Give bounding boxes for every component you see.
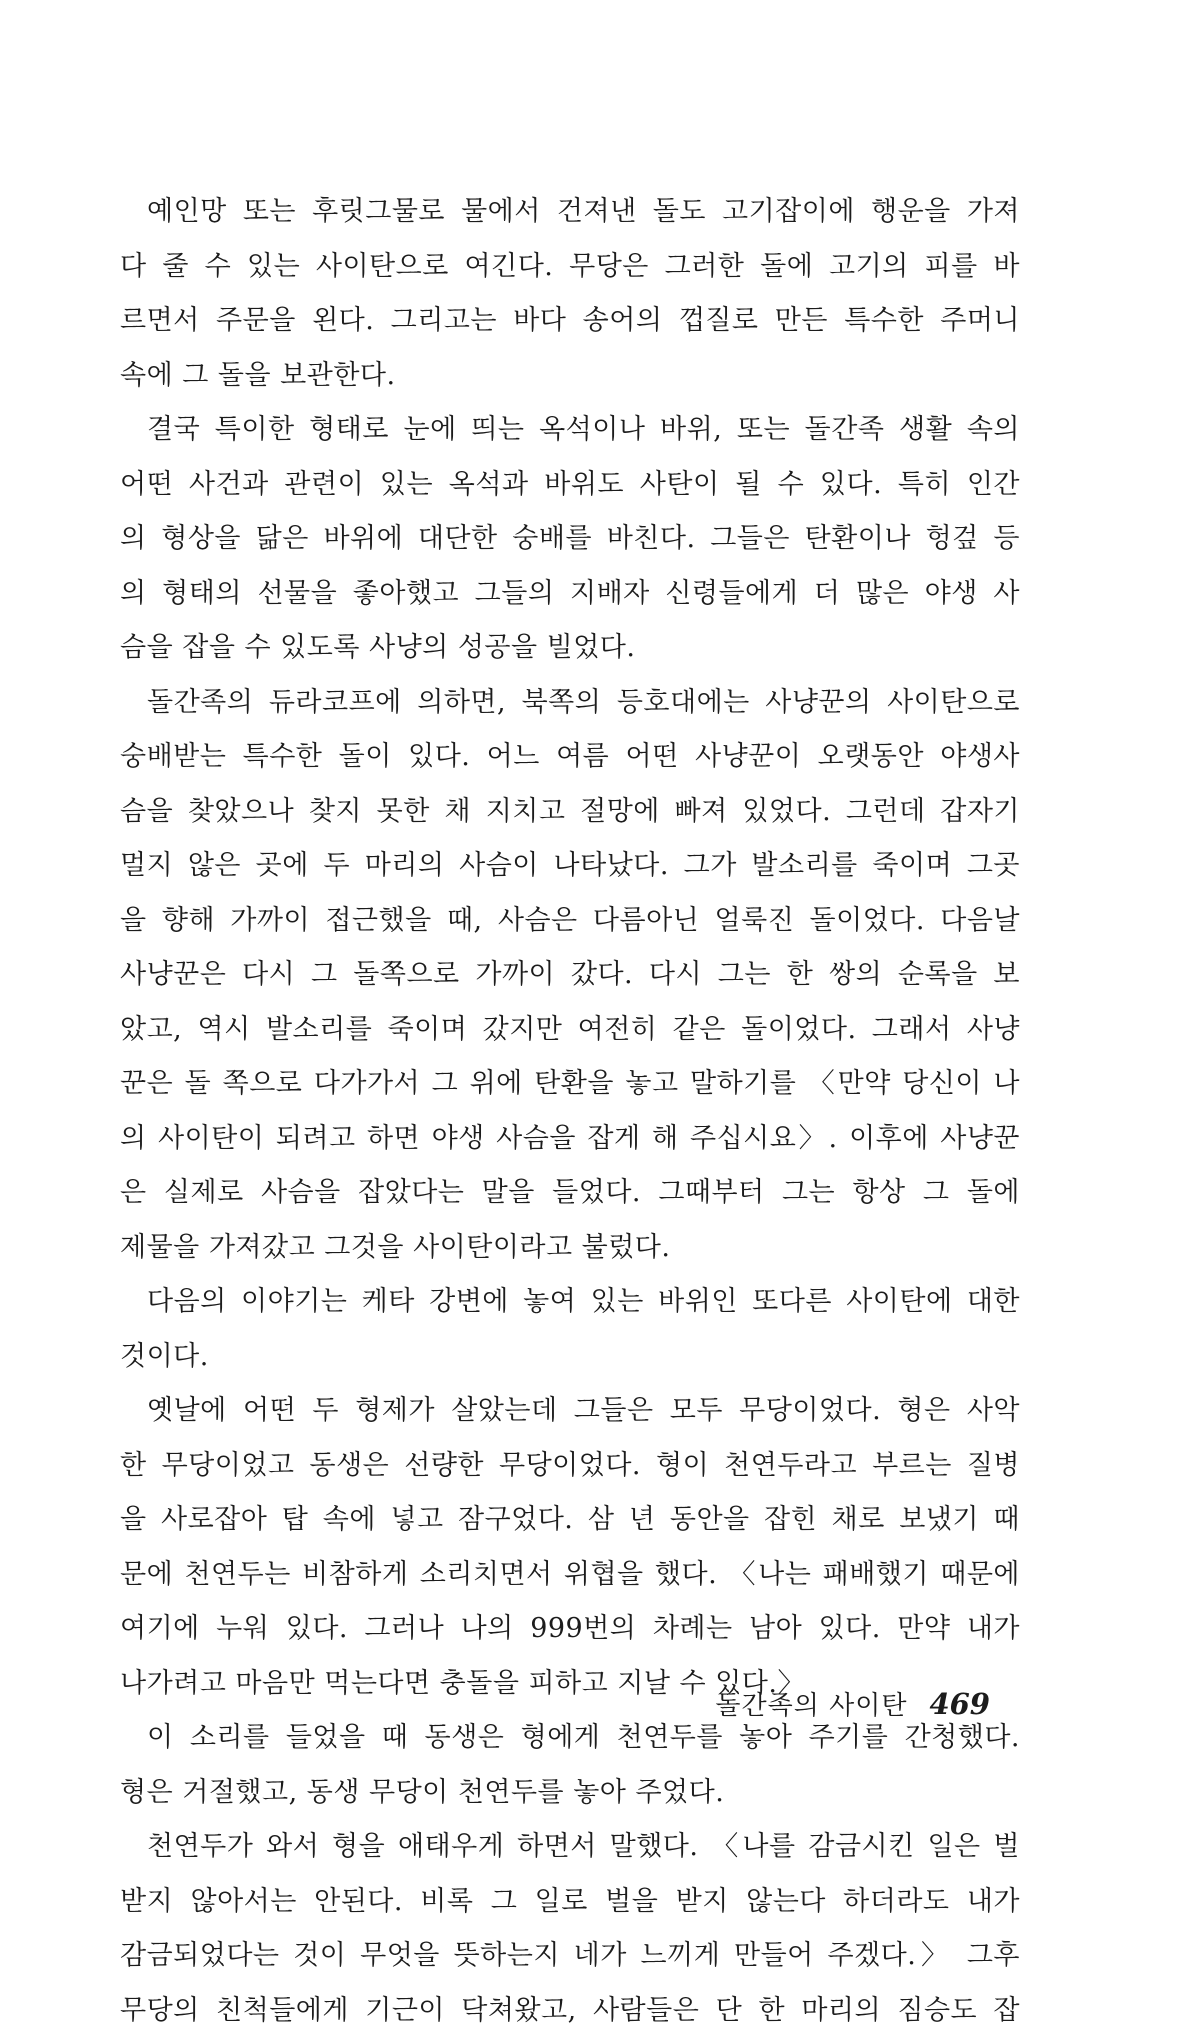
paragraph — [120, 676, 1020, 1276]
text-line: 다음의 이야기는 케타 강변에 놓여 있는 바위인 또다른 사이탄에 대한 — [120, 1275, 1020, 1330]
text-line: 받지 않아서는 안된다. 비록 그 일로 벌을 받지 않는다 하더라도 내가 — [120, 1875, 1020, 1930]
page-number: 469 — [929, 1687, 990, 1721]
text-line: 나가려고 마음만 먹는다면 충돌을 피하고 지날 수 있다.〉 — [120, 1657, 1020, 1712]
text-line: 형은 거절했고, 동생 무당이 천연두를 놓아 주었다. — [120, 1766, 1020, 1821]
text-line: 옛날에 어떤 두 형제가 살았는데 그들은 모두 무당이었다. 형은 사악 — [120, 1384, 1020, 1439]
running-title: 돌간족의 사이탄 — [715, 1685, 907, 1722]
paragraph — [120, 403, 1020, 676]
text-line: 꾼은 돌 쪽으로 다가가서 그 위에 탄환을 놓고 말하기를 〈만약 당신이 나 — [120, 1057, 1020, 1112]
text-line: 다 줄 수 있는 사이탄으로 여긴다. 무당은 그러한 돌에 고기의 피를 바 — [120, 240, 1020, 295]
text-line: 문에 천연두는 비참하게 소리치면서 위협을 했다. 〈나는 패배했기 때문에 — [120, 1548, 1020, 1603]
text-line: 의 사이탄이 되려고 하면 야생 사슴을 잡게 해 주십시요〉. 이후에 사냥꾼 — [120, 1112, 1020, 1167]
text-line: 르면서 주문을 왼다. 그리고는 바다 송어의 껍질로 만든 특수한 주머니 — [120, 294, 1020, 349]
text-line: 을 사로잡아 탑 속에 넣고 잠구었다. 삼 년 동안을 잡힌 채로 보냈기 때 — [120, 1493, 1020, 1548]
text-line: 이 소리를 들었을 때 동생은 형에게 천연두를 놓아 주기를 간청했다. — [120, 1711, 1020, 1766]
text-line: 멀지 않은 곳에 두 마리의 사슴이 나타났다. 그가 발소리를 죽이며 그곳 — [120, 839, 1020, 894]
text-line: 의 형태의 선물을 좋아했고 그들의 지배자 신령들에게 더 많은 야생 사 — [120, 567, 1020, 622]
text-line: 속에 그 돌을 보관한다. — [120, 349, 1020, 404]
paragraph — [120, 185, 1020, 403]
text-line: 감금되었다는 것이 무엇을 뜻하는지 네가 느끼게 만들어 주겠다.〉 그후 — [120, 1929, 1020, 1984]
paragraph — [120, 1384, 1020, 1711]
text-line: 무당의 친척들에게 기근이 닥쳐왔고, 사람들은 단 한 마리의 짐승도 잡 — [120, 1984, 1020, 2038]
text-line: 슴을 잡을 수 있도록 사냥의 성공을 빌었다. — [120, 621, 1020, 676]
paragraph — [120, 1820, 1020, 2038]
text-line: 을 향해 가까이 접근했을 때, 사슴은 다름아닌 얼룩진 돌이었다. 다음날 — [120, 894, 1020, 949]
text-line: 천연두가 와서 형을 애태우게 하면서 말했다. 〈나를 감금시킨 일은 벌 — [120, 1820, 1020, 1875]
text-line: 숭배받는 특수한 돌이 있다. 어느 여름 어떤 사냥꾼이 오랫동안 야생사 — [120, 730, 1020, 785]
text-line: 한 무당이었고 동생은 선량한 무당이었다. 형이 천연두라고 부르는 질병 — [120, 1439, 1020, 1494]
text-line: 결국 특이한 형태로 눈에 띄는 옥석이나 바위, 또는 돌간족 생활 속의 — [120, 403, 1020, 458]
text-line: 았고, 역시 발소리를 죽이며 갔지만 여전히 같은 돌이었다. 그래서 사냥 — [120, 1003, 1020, 1058]
text-line: 예인망 또는 후릿그물로 물에서 건져낸 돌도 고기잡이에 행운을 가져 — [120, 185, 1020, 240]
text-line: 슴을 찾았으나 찾지 못한 채 지치고 절망에 빠져 있었다. 그런데 갑자기 — [120, 785, 1020, 840]
text-line: 돌간족의 듀라코프에 의하면, 북쪽의 등호대에는 사냥꾼의 사이탄으로 — [120, 676, 1020, 731]
paragraph — [120, 1275, 1020, 1384]
text-line: 의 형상을 닮은 바위에 대단한 숭배를 바친다. 그들은 탄환이나 헝겊 등 — [120, 512, 1020, 567]
text-line: 은 실제로 사슴을 잡았다는 말을 들었다. 그때부터 그는 항상 그 돌에 — [120, 1166, 1020, 1221]
body-text — [120, 185, 1020, 2038]
text-line: 제물을 가져갔고 그것을 사이탄이라고 불렀다. — [120, 1221, 1020, 1276]
text-line: 사냥꾼은 다시 그 돌쪽으로 가까이 갔다. 다시 그는 한 쌍의 순록을 보 — [120, 948, 1020, 1003]
text-line: 여기에 누워 있다. 그러나 나의 999번의 차례는 남아 있다. 만약 내가 — [120, 1602, 1020, 1657]
page-footer — [700, 1685, 990, 1733]
text-line: 것이다. — [120, 1330, 1020, 1385]
text-line: 어떤 사건과 관련이 있는 옥석과 바위도 사탄이 될 수 있다. 특히 인간 — [120, 458, 1020, 513]
